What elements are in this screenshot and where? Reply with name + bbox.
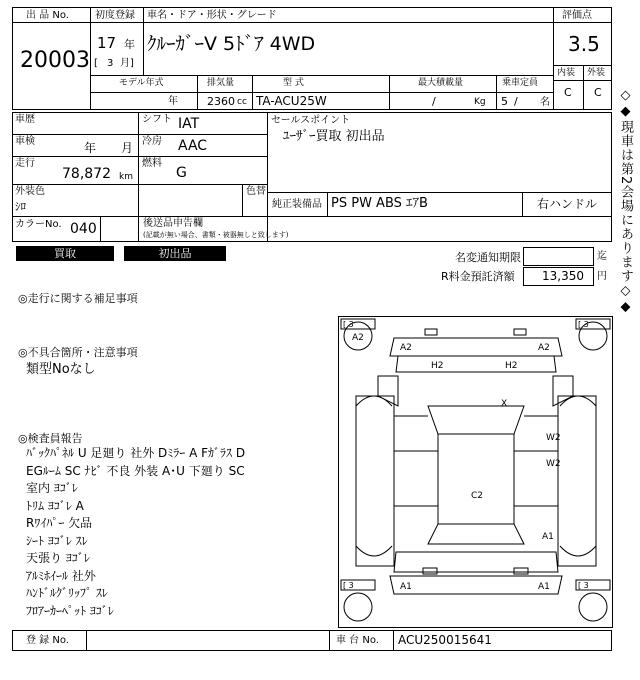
- corner-count-tl: [ 3: [343, 320, 354, 329]
- color-no-value: 040: [70, 221, 97, 237]
- footer-frame: [12, 630, 612, 651]
- divider: [12, 216, 267, 217]
- first-reg-month-suffix: 月]: [120, 58, 134, 69]
- divider: [329, 630, 330, 651]
- inspector-line: ﾊﾝﾄﾞﾙｸﾞﾘｯﾌﾟ ｽﾚ: [26, 586, 108, 600]
- mileage-unit: km: [119, 172, 133, 182]
- defect-notes-text: 類型Noなし: [26, 362, 96, 377]
- wheel-arch-front-right: [560, 396, 596, 406]
- displacement-unit: cc: [237, 97, 247, 107]
- rear-light-right: [514, 568, 528, 574]
- shaken-label: 車検: [15, 136, 35, 147]
- side-notice: [613, 88, 637, 378]
- displacement-label: 排気量: [207, 78, 235, 88]
- model-label: 型 式: [283, 78, 304, 88]
- aircon-label: 冷房: [142, 136, 162, 147]
- windshield: [428, 406, 524, 434]
- divider: [252, 75, 253, 110]
- registration-label: 登 録 No.: [26, 635, 69, 646]
- inspector-report: [26, 447, 336, 622]
- roof: [438, 434, 514, 524]
- inspector-line: ｱﾙﾐﾎｲｰﾙ 社外: [26, 568, 96, 583]
- divider: [583, 65, 584, 110]
- lot-number: 20003: [20, 48, 90, 73]
- side-notice-text: ◇◆現車は第2会場にあります◇◆: [617, 88, 633, 316]
- recycle-fee-unit: 円: [597, 271, 607, 282]
- shift-label: シフト: [142, 114, 172, 125]
- first-reg-year: 17: [97, 34, 117, 52]
- interior-label: 内装: [557, 68, 576, 78]
- sales-point-label: セールスポイント: [271, 115, 351, 126]
- hood-outline: [396, 356, 556, 372]
- corner-count-bl: [ 3: [343, 581, 354, 590]
- divider: [12, 22, 90, 23]
- divider: [267, 192, 612, 193]
- divider: [267, 216, 612, 217]
- damage-mark-h2-left: H2: [431, 361, 444, 371]
- damage-mark-a1-bottom-right: A1: [538, 582, 550, 592]
- model-year-label: モデル年式: [119, 78, 164, 88]
- divider: [389, 75, 390, 110]
- wheel-arch-front-left: [356, 396, 392, 406]
- inspector-line: Rﾜｲﾊﾟｰ 欠品: [26, 516, 93, 530]
- shift-value: IAT: [178, 116, 200, 132]
- body-right-side: [558, 396, 596, 566]
- divider: [12, 184, 267, 185]
- divider: [143, 7, 144, 75]
- divider: [100, 216, 101, 242]
- divider: [496, 75, 497, 110]
- shaken-month-unit: 月: [121, 141, 134, 155]
- damage-mark-w2-upper: W2: [546, 433, 561, 443]
- recycle-fee-amount: 13,350: [542, 269, 584, 283]
- history-label: 車歴: [15, 114, 35, 125]
- damage-mark-h2-right: H2: [505, 361, 518, 371]
- model-value: TA-ACU25W: [256, 94, 327, 108]
- max-load-label: 最大積載量: [418, 78, 464, 88]
- mileage-value: 78,872: [62, 166, 111, 182]
- mileage-label: 走行: [15, 158, 35, 169]
- diagram-frame: [339, 317, 613, 628]
- wheel-rear-right: [579, 593, 607, 621]
- divider: [138, 216, 139, 242]
- divider: [138, 112, 139, 216]
- first-reg-label: 初度登録: [95, 10, 135, 21]
- divider: [393, 630, 394, 651]
- score-value: 3.5: [568, 32, 600, 56]
- inspector-line: 天張り ﾖｺﾞﾚ: [26, 551, 90, 565]
- model-year-unit: 年: [168, 96, 178, 107]
- exterior-grade: C: [594, 86, 602, 99]
- divider: [522, 192, 523, 216]
- first-reg-month-prefix: [: [94, 58, 98, 69]
- divider: [86, 630, 87, 651]
- exterior-color-value: ｼﾛ: [15, 200, 26, 213]
- max-load-sep: /: [432, 95, 436, 108]
- lot-label: 出 品 No.: [26, 10, 69, 21]
- divider: [242, 184, 243, 216]
- sales-point-value: ﾕｰｻﾞｰ買取 初出品: [283, 129, 385, 144]
- capacity-sep: /: [514, 95, 518, 108]
- notice-deadline-unit: 迄: [597, 251, 607, 262]
- fuel-value: G: [176, 165, 187, 181]
- first-listing-badge: 初出品: [124, 246, 226, 261]
- wheel-arch-rear-left: [356, 546, 392, 556]
- damage-mark-a1-bottom-left: A1: [400, 582, 412, 592]
- first-reg-month: 3: [107, 58, 114, 69]
- fuel-label: 燃料: [142, 158, 162, 169]
- inspector-line: EGﾙｰﾑ SC ﾅﾋﾞ 不良 外装 A･U 下廻り SC: [26, 463, 245, 478]
- defect-notes-heading: ◎不具合箇所・注意事項: [18, 346, 138, 359]
- score-label: 評価点: [562, 10, 592, 21]
- chassis-number: ACU250015641: [398, 633, 492, 647]
- rear-bumper-outline: [390, 576, 562, 594]
- shaken-year-unit: 年: [84, 141, 97, 155]
- aircon-value: AAC: [178, 138, 208, 154]
- divider: [12, 134, 267, 135]
- color-no-label: カラーNo.: [15, 219, 62, 230]
- inspector-heading: ◎検査員報告: [18, 432, 83, 445]
- divider: [12, 156, 267, 157]
- rear-light-left: [423, 568, 437, 574]
- rear-window: [428, 524, 524, 544]
- inspector-line: ﾄﾘﾑ ﾖｺﾞﾚ A: [26, 498, 84, 513]
- damage-mark-w2-lower: W2: [546, 459, 561, 469]
- chassis-label: 車 台 No.: [336, 635, 379, 646]
- damage-mark-x: X: [501, 399, 508, 409]
- corner-count-tr: [ 3: [578, 320, 589, 329]
- car-damage-diagram: [338, 316, 613, 628]
- corner-count-br: [ 3: [578, 581, 589, 590]
- front-bumper-outline: [390, 338, 562, 356]
- body-left-side: [356, 396, 394, 566]
- divider: [327, 192, 328, 216]
- damage-mark-c2: C2: [471, 491, 484, 501]
- damage-mark-a1-right: A1: [542, 532, 554, 542]
- damage-mark-a2-left: A2: [352, 333, 364, 343]
- divider: [90, 75, 553, 76]
- year-unit: 年: [124, 38, 135, 51]
- handle-value: 右ハンドル: [537, 197, 598, 211]
- recycle-fee-label: R料金預託済額: [441, 270, 515, 283]
- divider: [90, 92, 553, 93]
- equipment-value: PS PW ABS ｴｱB: [331, 196, 428, 211]
- inspector-line: ｼｰﾄ ﾖｺﾞﾚ ｽﾚ: [26, 533, 88, 548]
- driving-notes-heading: ◎走行に関する補足事項: [18, 292, 138, 305]
- inspector-line: ﾊﾞｯｸﾊﾟﾈﾙ U 足廻り 社外 Dﾐﾗｰ A Fｶﾞﾗｽ D: [26, 446, 246, 460]
- headlight-right: [514, 329, 526, 335]
- equipment-label: 純正装備品: [272, 199, 322, 210]
- divider: [90, 22, 553, 23]
- interior-grade: C: [564, 86, 572, 99]
- max-load-unit: Kg: [474, 97, 486, 107]
- headlight-left: [425, 329, 437, 335]
- notice-deadline-box: [523, 247, 594, 266]
- divider: [553, 22, 612, 23]
- exterior-color-label: 外装色: [15, 186, 45, 197]
- capacity-value: 5: [501, 95, 508, 108]
- damage-mark-a2-top-right: A2: [538, 343, 550, 353]
- trunk-outline: [394, 552, 558, 572]
- post-docs-label: 後送品申告欄: [143, 218, 203, 229]
- divider: [197, 75, 198, 110]
- fender-front-right: [553, 376, 573, 406]
- inspector-line: ﾌﾛｱｰｶｰﾍﾟｯﾄ ﾖｺﾞﾚ: [26, 603, 114, 618]
- wheel-rear-left: [344, 593, 372, 621]
- car-name: ｸﾙｰｶﾞｰV 5ﾄﾞｱ 4WD: [147, 33, 316, 55]
- exterior-label: 外装: [587, 68, 606, 78]
- color-change-label: 色替: [246, 186, 266, 197]
- notice-deadline-label: 名変通知期限: [455, 251, 521, 264]
- capacity-unit: 名: [540, 97, 550, 108]
- buy-badge: 買取: [16, 246, 114, 261]
- car-name-label: 車名・ドア・形状・グレード: [147, 10, 277, 21]
- wheel-arch-rear-right: [560, 546, 596, 556]
- displacement-value: 2360: [207, 95, 235, 108]
- capacity-label: 乗車定員: [502, 78, 539, 88]
- divider: [267, 112, 268, 242]
- damage-mark-a2-top-left: A2: [400, 343, 412, 353]
- post-docs-note: (記載が無い場合、書類・被器無しと致します): [143, 231, 289, 239]
- inspector-line: 室内 ﾖｺﾞﾚ: [26, 481, 78, 495]
